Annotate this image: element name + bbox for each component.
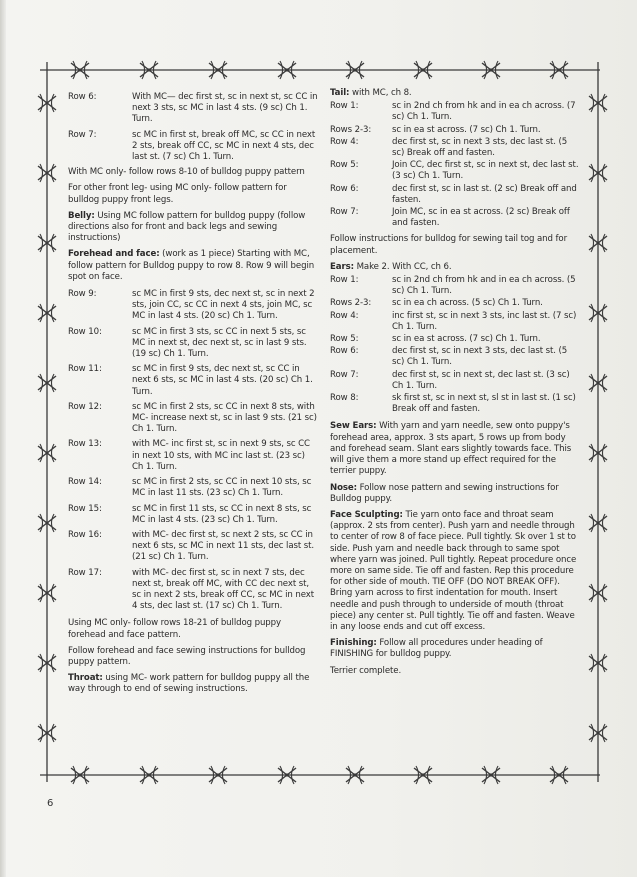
section-heading: Face Sculpting: (330, 509, 403, 520)
row-text: sc in ea st across. (7 sc) Ch 1. Turn. (392, 334, 541, 345)
section-heading: Nose: (330, 482, 357, 493)
face-sculpting-paragraph (330, 510, 580, 633)
row-label: Row 9: (68, 289, 97, 300)
section-text: Make 2. With CC, ch 6. (353, 261, 452, 272)
row-text: with MC- inc first st, sc in next 9 sts, sc CC in next 10 sts, with MC inc last st. (23 sc) Ch 1. Turn. (132, 439, 310, 472)
instruction-row (330, 101, 580, 123)
section-heading: Throat: (68, 673, 103, 684)
row-text: sc MC in first 11 sts, sc CC in next 8 sts, sc MC in last 4 sts. (23 sc) Ch 1. Turn. (132, 503, 312, 525)
row-label: Rows 2-3: (330, 124, 372, 135)
row-label: Row 5: (330, 334, 359, 345)
row-text: Join MC, sc in ea st across. (2 sc) Break off and fasten. (392, 207, 570, 229)
instruction-row (68, 92, 318, 126)
section-text: Follow nose pattern and sewing instructions for Bulldog puppy. (330, 482, 559, 504)
paragraph: With MC only- follow rows 8-10 of bulldog puppy pattern (68, 167, 305, 178)
throat-paragraph (68, 673, 318, 695)
row-label: Row 13: (68, 439, 102, 450)
row-label: Row 15: (68, 503, 102, 514)
row-text: sc in 2nd ch from hk and in ea ch across. (7 sc) Ch 1. Turn. (392, 101, 576, 123)
row-label: Row 11: (68, 364, 102, 375)
instruction-row (330, 298, 580, 309)
row-label: Row 1: (330, 275, 359, 286)
row-list (330, 101, 580, 229)
row-text: sc MC in first 2 sts, sc CC in next 10 sts, sc MC in last 11 sts. (23 sc) Ch 1. Turn. (132, 477, 312, 499)
row-text: Join CC, dec first st, sc in next st, dec last st. (3 sc) Ch 1. Turn. (392, 160, 579, 182)
tail-paragraph (330, 88, 580, 99)
row-text: sc in ea ch across. (5 sc) Ch 1. Turn. (392, 298, 543, 309)
section-heading: Finishing: (330, 638, 377, 649)
row-text: sk first st, sc in next st, sl st in last st. (1 sc) Break off and fasten. (392, 393, 576, 415)
row-label: Row 12: (68, 401, 102, 412)
section-text: Follow all procedures under heading of FINISHING for bulldog puppy. (330, 638, 543, 660)
row-label: Row 5: (330, 160, 359, 171)
row-label: Row 7: (330, 207, 359, 218)
row-text: dec first st, sc in next st, dec last st. (3 sc) Ch 1. Turn. (392, 369, 570, 391)
row-text: sc in ea st across. (7 sc) Ch 1. Turn. (392, 124, 541, 135)
instruction-row (330, 275, 580, 297)
row-text: sc in 2nd ch from hk and in ea ch across. (5 sc) Ch 1. Turn. (392, 275, 576, 297)
row-label: Row 14: (68, 477, 102, 488)
section-heading: Ears: (330, 261, 354, 272)
section-heading: Forehead and face: (68, 249, 160, 260)
nose-paragraph (330, 483, 580, 505)
sew-ears-paragraph (330, 421, 580, 477)
row-text: With MC— dec first st, sc in next st, sc CC in next 3 sts, sc MC in last 4 sts. (9 sc) Ch 1. Turn. (132, 92, 318, 125)
instruction-row (68, 289, 318, 323)
paragraph: Follow forehead and face sewing instructions for bulldog puppy pattern. (68, 645, 306, 667)
row-text: dec first st, sc in next 3 sts, dec last st. (5 sc) Break off and fasten. (392, 136, 568, 159)
paragraph: For other front leg- using MC only- follow pattern for bulldog puppy front legs. (68, 183, 287, 205)
row-list (68, 289, 318, 612)
instruction-row (68, 568, 318, 613)
section-heading: Belly: (68, 210, 95, 221)
row-text: sc MC in first 2 sts, sc CC in next 8 sts, with MC- increase next st, sc in last 9 sts. (21 sc) Ch 1. Turn. (132, 401, 317, 435)
section-text: Tie yarn onto face and throat seam (approx. 2 sts from center). Push yarn and needle through to center of row 8 of face piece. Pull tightly. Sk over 1 st to side. Push yarn and needle back through to same spot where yarn was joined. Pull tightly. Repeat procedure once more on same side. Tie off and fasten. Rep this procedure for other side of mouth. TIE OFF (DO NOT BREAK OFF). Bring yarn across to first indentation for mouth. Insert needle and push through to underside of mouth (throat piece) any center st. Pull tightly. Tie off and fasten. Weave in any loose ends and cut off excess. (330, 509, 577, 632)
instruction-row (68, 530, 318, 564)
row-text: dec first st, sc in last st. (2 sc) Break off and fasten. (392, 183, 577, 205)
instruction-row (330, 334, 580, 345)
row-text: sc MC in first 9 sts, dec next st, sc CC in next 6 sts, sc MC in last 4 sts. (20 sc) Ch 1. Turn. (132, 364, 313, 397)
row-label: Row 4: (330, 136, 359, 147)
right-column (330, 88, 580, 682)
belly-paragraph (68, 211, 318, 245)
row-text: dec first st, sc in next 3 sts, dec last st. (5 sc) Ch 1. Turn. (392, 346, 568, 368)
row-label: Row 6: (330, 346, 359, 357)
instruction-row (330, 160, 580, 182)
row-label: Row 7: (330, 369, 359, 380)
row-label: Row 4: (330, 310, 359, 321)
instruction-row (68, 364, 318, 398)
instruction-row (330, 370, 580, 392)
section-text: Using MC follow pattern for bulldog puppy (follow directions also for front and back legs and sewing instructions) (68, 210, 306, 244)
instruction-row (330, 125, 580, 136)
forehead-paragraph (68, 249, 318, 283)
paragraph: Follow instructions for bulldog for sewing tail tog and for placement. (330, 234, 568, 256)
row-label: Row 6: (330, 183, 359, 194)
row-text: sc MC in first 9 sts, dec next st, sc in next 2 sts, join CC, sc CC in next 4 sts, join MC, sc MC in last 4 sts. (20 sc) Ch 1. Turn. (132, 289, 315, 322)
instruction-row (68, 130, 318, 164)
instruction-row (330, 207, 580, 229)
row-label: Rows 2-3: (330, 298, 372, 309)
instruction-row (68, 477, 318, 499)
closing-line: Terrier complete. (330, 665, 402, 676)
section-text: using MC- work pattern for bulldog puppy all the way through to end of sewing instructions. (68, 673, 310, 695)
section-heading: Tail: (330, 88, 350, 98)
finishing-paragraph (330, 638, 580, 660)
row-list (330, 275, 580, 415)
instruction-row (68, 504, 318, 526)
instruction-row (68, 439, 318, 473)
row-text: with MC- dec first st, sc next 2 sts, sc CC in next 6 sts, sc MC in next 11 sts, dec last st. (21 sc) Ch 1. Turn. (132, 529, 315, 563)
section-text: with MC, ch 8. (349, 88, 412, 98)
section-text: With yarn and yarn needle, sew onto puppy's forehead area, approx. 3 sts apart, 5 rows up from body and forehead seam. Slant ears slightly towards face. This will give them a more stand up effect required for the terrier puppy. (330, 421, 572, 477)
ears-paragraph (330, 262, 580, 273)
instruction-row (68, 402, 318, 436)
row-text: sc MC in first 3 sts, sc CC in next 5 sts, sc MC in next st, dec next st, sc in last 9 sts. (19 sc) Ch 1. Turn. (132, 326, 307, 360)
instruction-row (330, 137, 580, 159)
left-column (68, 92, 318, 701)
row-text: with MC- dec first st, sc in next 7 sts, dec next st, break off MC, with CC dec next st, sc in next 2 sts, break off CC, sc MC in next 4 sts, dec last st. (17 sc) Ch 1. Turn. (132, 567, 315, 612)
row-label: Row 17: (68, 567, 102, 578)
row-list (68, 92, 318, 163)
row-text: sc MC in first st, break off MC, sc CC in next 2 sts, break off CC, sc MC in next 4 sts, dec last st. (7 sc) Ch 1. Turn. (132, 129, 316, 163)
row-label: Row 16: (68, 529, 102, 540)
instruction-row (330, 393, 580, 415)
instruction-row (330, 346, 580, 368)
row-label: Row 7: (68, 129, 97, 140)
section-heading: Sew Ears: (330, 421, 377, 432)
row-text: inc first st, sc in next 3 sts, inc last st. (7 sc) Ch 1. Turn. (392, 310, 577, 332)
page-number: 6 (47, 798, 54, 809)
section-text: (work as 1 piece) Starting with MC, follow pattern for Bulldog puppy to row 8. Row 9 will begin spot on face. (68, 249, 315, 282)
row-label: Row 8: (330, 393, 359, 404)
instruction-row (68, 327, 318, 361)
row-label: Row 1: (330, 101, 359, 112)
instruction-row (330, 184, 580, 206)
paragraph: Using MC only- follow rows 18-21 of bulldog puppy forehead and face pattern. (68, 618, 282, 640)
row-label: Row 10: (68, 326, 102, 337)
instruction-row (330, 311, 580, 333)
row-label: Row 6: (68, 92, 97, 102)
